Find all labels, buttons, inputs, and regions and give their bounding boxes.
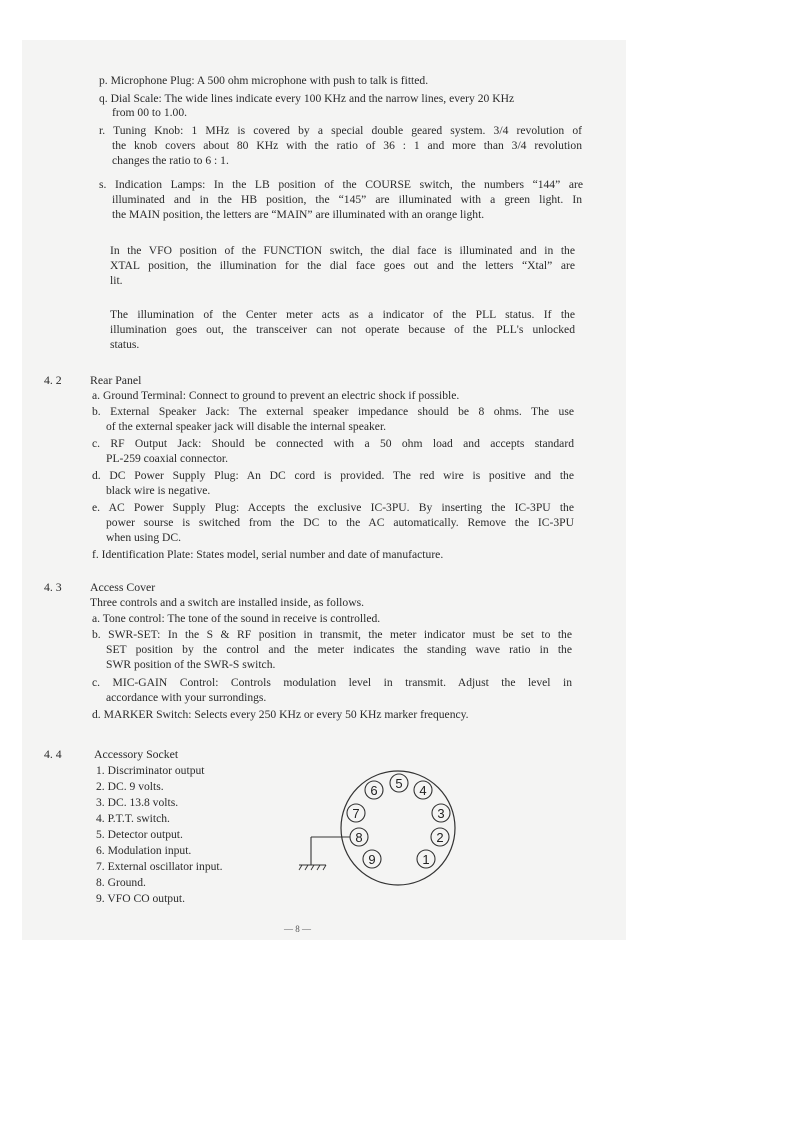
pin-list-item: 1. Discriminator output bbox=[96, 764, 205, 777]
socket-label-3: 3 bbox=[437, 806, 445, 821]
item-q-line-1: q. Dial Scale: The wide lines indicate every 100 KHz and the narrow lines, every 20 KHz bbox=[99, 92, 515, 105]
socket-label-8: 8 bbox=[355, 830, 363, 845]
section-4-3-number: 4. 3 bbox=[44, 580, 62, 594]
rear-item-f: f. Identification Plate: States model, serial number and date of manufacture. bbox=[92, 548, 444, 561]
access-item-a: a. Tone control: The tone of the sound in receive is controlled. bbox=[92, 612, 381, 625]
pin-list-item: 9. VFO CO output. bbox=[96, 892, 186, 905]
pin-list-item: 2. DC. 9 volts. bbox=[96, 780, 164, 793]
socket-label-4: 4 bbox=[419, 783, 427, 798]
rear-item-e-line-1: e. AC Power Supply Plug: Accepts the exclusive IC-3PU. By inserting the IC-3PU the bbox=[92, 501, 574, 514]
rear-item-e-line-3: when using DC. bbox=[106, 531, 182, 544]
vfo-para-line-2: XTAL position, the illumination for the dial face goes out and the letters “Xtal” are bbox=[110, 259, 575, 272]
access-item-b-line-3: SWR position of the SWR-S switch. bbox=[106, 658, 276, 671]
pin-list-item: 5. Detector output. bbox=[96, 828, 183, 841]
item-r-line-2: the knob covers about 80 KHz with the ratio of 36 : 1 and more than 3/4 revolution bbox=[112, 139, 582, 152]
section-4-2-title: Rear Panel bbox=[90, 373, 142, 387]
accessory-socket-diagram bbox=[290, 755, 470, 890]
item-p: p. Microphone Plug: A 500 ohm microphone with push to talk is fitted. bbox=[99, 74, 429, 87]
item-s-line-1: s. Indication Lamps: In the LB position of the COURSE switch, the numbers “144” are bbox=[99, 178, 583, 191]
meter-para-line-1: The illumination of the Center meter acts as a indicator of the PLL status. If the bbox=[110, 308, 575, 321]
section-4-3-title: Access Cover bbox=[90, 580, 156, 594]
rear-item-c-line-1: c. RF Output Jack: Should be connected with a 50 ohm load and accepts standard bbox=[92, 437, 574, 450]
access-item-d: d. MARKER Switch: Selects every 250 KHz or every 50 KHz marker frequency. bbox=[92, 708, 469, 721]
page-number: — 8 — bbox=[284, 924, 311, 934]
socket-label-7: 7 bbox=[352, 806, 360, 821]
rear-item-b-line-2: of the external speaker jack will disable the internal speaker. bbox=[106, 420, 387, 433]
rear-item-e-line-2: power sourse is switched from the DC to the AC automatically. Remove the IC-3PU bbox=[106, 516, 574, 529]
item-r-line-1: r. Tuning Knob: 1 MHz is covered by a special double geared system. 3/4 revolution of bbox=[99, 124, 582, 137]
access-item-b-line-2: SET position by the control and the meter indicates the standing wave ratio in the bbox=[106, 643, 572, 656]
meter-para-line-2: illumination goes out, the transceiver can not operate because of the PLL's unlocked bbox=[110, 323, 575, 336]
pin-list-item: 7. External oscillator input. bbox=[96, 860, 223, 873]
item-s-line-2: illuminated and in the HB position, the “145” are illuminated with a green light. In bbox=[112, 193, 582, 206]
rear-item-b-line-1: b. External Speaker Jack: The external speaker impedance should be 8 ohms. The use bbox=[92, 405, 574, 418]
socket-label-5: 5 bbox=[395, 776, 403, 791]
access-item-c-line-2: accordance with your surrondings. bbox=[106, 691, 267, 704]
socket-label-1: 1 bbox=[422, 852, 430, 867]
section-4-4-number: 4. 4 bbox=[44, 747, 62, 761]
socket-label-2: 2 bbox=[436, 830, 444, 845]
pin-list-item: 3. DC. 13.8 volts. bbox=[96, 796, 179, 809]
pin-list-item: 6. Modulation input. bbox=[96, 844, 192, 857]
socket-label-6: 6 bbox=[370, 783, 378, 798]
access-intro: Three controls and a switch are installed inside, as follows. bbox=[90, 596, 364, 609]
vfo-para-line-3: lit. bbox=[110, 274, 123, 287]
pin-list-item: 8. Ground. bbox=[96, 876, 146, 889]
rear-item-d-line-1: d. DC Power Supply Plug: An DC cord is provided. The red wire is positive and the bbox=[92, 469, 574, 482]
rear-item-a: a. Ground Terminal: Connect to ground to prevent an electric shock if possible. bbox=[92, 389, 460, 402]
section-4-4-title: Accessory Socket bbox=[94, 747, 179, 761]
socket-label-9: 9 bbox=[368, 852, 376, 867]
access-item-c-line-1: c. MIC-GAIN Control: Controls modulation level in transmit. Adjust the level in bbox=[92, 676, 572, 689]
section-4-2-number: 4. 2 bbox=[44, 373, 62, 387]
item-r-line-3: changes the ratio to 6 : 1. bbox=[112, 154, 229, 167]
vfo-para-line-1: In the VFO position of the FUNCTION switch, the dial face is illuminated and in the bbox=[110, 244, 575, 257]
rear-item-d-line-2: black wire is negative. bbox=[106, 484, 211, 497]
item-s-line-3: the MAIN position, the letters are “MAIN” are illuminated with an orange light. bbox=[112, 208, 485, 221]
pin-list-item: 4. P.T.T. switch. bbox=[96, 812, 170, 825]
meter-para-line-3: status. bbox=[110, 338, 140, 351]
ground-hatch bbox=[299, 865, 326, 870]
item-q-line-2: from 00 to 1.00. bbox=[112, 106, 188, 119]
access-item-b-line-1: b. SWR-SET: In the S & RF position in transmit, the meter indicator must be set to the bbox=[92, 628, 572, 641]
rear-item-c-line-2: PL-259 coaxial connector. bbox=[106, 452, 229, 465]
